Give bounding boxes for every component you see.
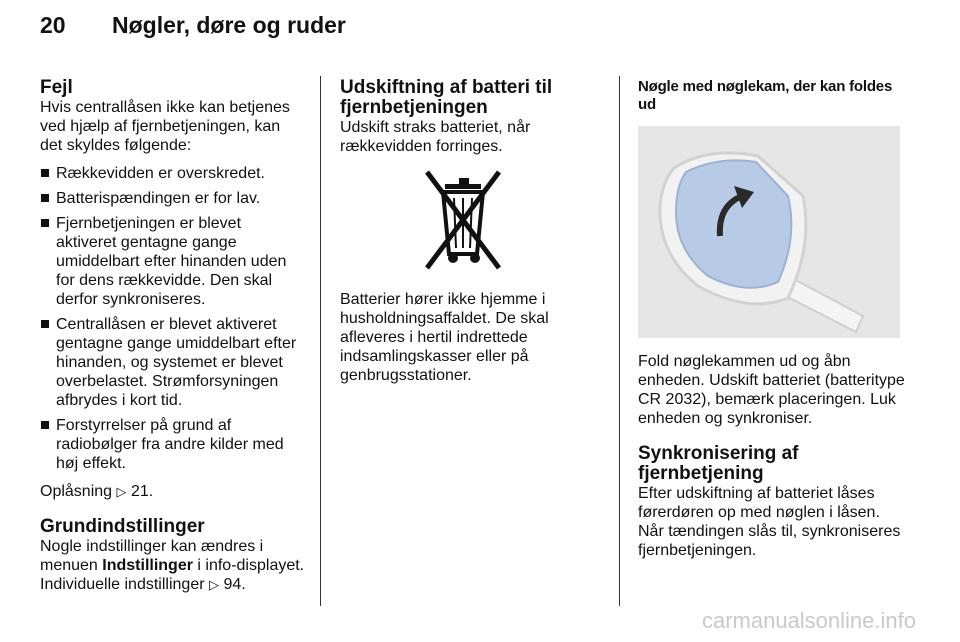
section-heading-fejl: Fejl [40,77,73,98]
oplaasning-label: Oplåsning [40,483,113,500]
column-2 [340,78,605,394]
oplaasning-page-link[interactable]: 21. [130,483,154,500]
section-heading-grundindstillinger: Grundindstillinger [40,516,205,537]
grund-text-before: Nogle indstillinger kan ændres i menuen [40,538,264,574]
fejl-intro: Hvis centrallåsen ikke kan betjenes ved hjælp af fjernbetjeningen, kan det skyldes følgende: [40,99,290,154]
list-item: Centrallåsen er blevet aktiveret gentagne gange umiddelbart efter hinanden, og systemet er blevet overbelastet. Strømforsyningen afbrydes i kort tid. [40,315,305,410]
column-3 [638,78,906,569]
sync-text: Efter udskiftning af batteriet låses førerdøren op med nøglen i låsen. Når tændingen slås til, synkroniseres fjernbetjeningen. [638,485,901,559]
list-item: Rækkevidden er overskredet. [40,164,305,183]
page-header [40,12,346,42]
oplaasning-reference [40,482,305,501]
list-item: Fjernbetjeningen er blevet aktiveret gentagne gange umiddelbart efter hinanden uden for dens rækkevidde. Den skal derfor synkroniseres. [40,214,305,309]
list-item: Forstyrrelser på grund af radiobølger fra andre kilder med høj effekt. [40,416,305,473]
xref-arrow-icon: ▷ [209,577,219,592]
fold-instructions: Fold nøglekammen ud og åbn enheden. Udskift batteriet (batteritype CR 2032), bemærk placeringen. Luk enheden og synkroniser. [638,353,905,427]
column-1 [40,78,305,603]
grund-page-link[interactable]: 94. [223,576,246,593]
list-item: Batterispændingen er for lav. [40,189,305,208]
batteri-disposal-text: Batterier hører ikke hjemme i husholdningsaffaldet. De skal afleveres i hertil indrettede indsamlingskasser eller på genbrugsstationer. [340,291,549,384]
crossed-out-wheelie-bin-icon [419,168,507,278]
section-heading-synkronisering: Synkronisering af fjernbetjening [638,443,799,484]
page-number: 20 [40,12,66,38]
column-divider [320,76,321,606]
page-title: Nøgler, døre og ruder [112,12,346,38]
grundindstillinger-text [40,537,305,594]
column-divider [619,76,620,606]
section-heading-noegle: Nøgle med nøglekam, der kan foldes ud [638,78,893,113]
fejl-causes-list [40,164,305,473]
xref-arrow-icon: ▷ [116,484,127,499]
grund-text-after: i info-displayet. Individuelle indstillinger [40,557,305,593]
folding-key-photo [638,126,900,338]
menu-name-indstillinger: Indstillinger [102,557,193,574]
batteri-intro: Udskift straks batteriet, når rækkevidden forringes. [340,119,531,155]
section-heading-batteri: Udskiftning af batteri til fjernbetjeningen [340,77,553,118]
watermark: carmanualsonline.info [701,608,916,633]
